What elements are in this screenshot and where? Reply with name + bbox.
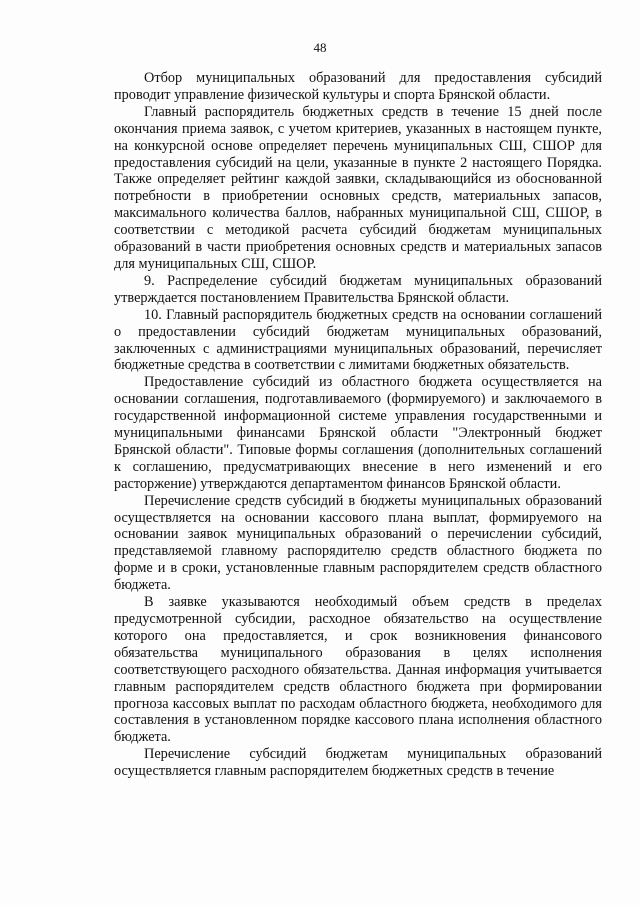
paragraph-transfer-plan: Перечисление средств субсидий в бюджеты муниципальных образований осуществляется на основании кассового плана выплат, формируемого на основании заявок муниципальных образований о перечислении субсидий, представляемой главному распорядителю средств областного бюджета по форме и в сроки, установленные главным распорядителем средств областного бюджета. (114, 492, 602, 594)
paragraph-item-10: 10. Главный распорядитель бюджетных средств на основании соглашений о предоставлении субсидий бюджетам муниципальных образований, заключенных с администрациями муниципальных образований, перечисляет бюджетные средства в соответствии с лимитами бюджетных обязательств. (114, 306, 602, 374)
page-number: 48 (313, 40, 327, 55)
paragraph-application: В заявке указываются необходимый объем средств в пределах предусмотренной субсидии, расходное обязательство на осуществление которого она предоставляется, и срок возникновения финансового обязательства муниципального образования в целях исполнения соответствующего расходного обязательства. Данная информация учитывается главным распорядителем средств областного бюджета при формировании прогноза кассовых выплат по расходам областного бюджета, необходимого для составления в установленном порядке кассового плана исполнения областного бюджета. (114, 594, 602, 746)
paragraph-transfer-term: Перечисление субсидий бюджетам муниципальных образований осуществляется главным распорядителем бюджетных средств в течение (114, 746, 602, 780)
paragraph-list-determination: Главный распорядитель бюджетных средств в течение 15 дней после окончания приема заявок, с учетом критериев, указанных в настоящем пункте, на конкурсной основе определяет перечень муниципальных СШ, СШОР для предоставления субсидий на цели, указанные в пункте 2 настоящего Порядка. Также определяет рейтинг каждой заявки, складывающийся из обоснованной потребности в приобретении основных средств, материальных запасов, максимального количества баллов, набранных муниципальной СШ, СШОР, в соответствии с методикой расчета субсидий бюджетам муниципальных образований в части приобретения основных средств и материальных запасов для муниципальных СШ, СШОР. (114, 103, 602, 272)
paragraph-agreement: Предоставление субсидий из областного бюджета осуществляется на основании соглашения, подготавливаемого (формируемого) и заключаемого в государственной информационной системе управления государственными и муниципальными финансами Брянской области "Электронный бюджет Брянской области". Типовые формы соглашения (дополнительных соглашений к соглашению, предусматривающих внесение в него изменений и его расторжение) утверждаются департаментом финансов Брянской области. (114, 374, 602, 492)
paragraph-item-9: 9. Распределение субсидий бюджетам муниципальных образований утверждается постановлением Правительства Брянской области. (114, 272, 602, 306)
body-text (114, 70, 602, 780)
paragraph-selection-authority: Отбор муниципальных образований для предоставления субсидий проводит управление физической культуры и спорта Брянской области. (114, 70, 602, 103)
